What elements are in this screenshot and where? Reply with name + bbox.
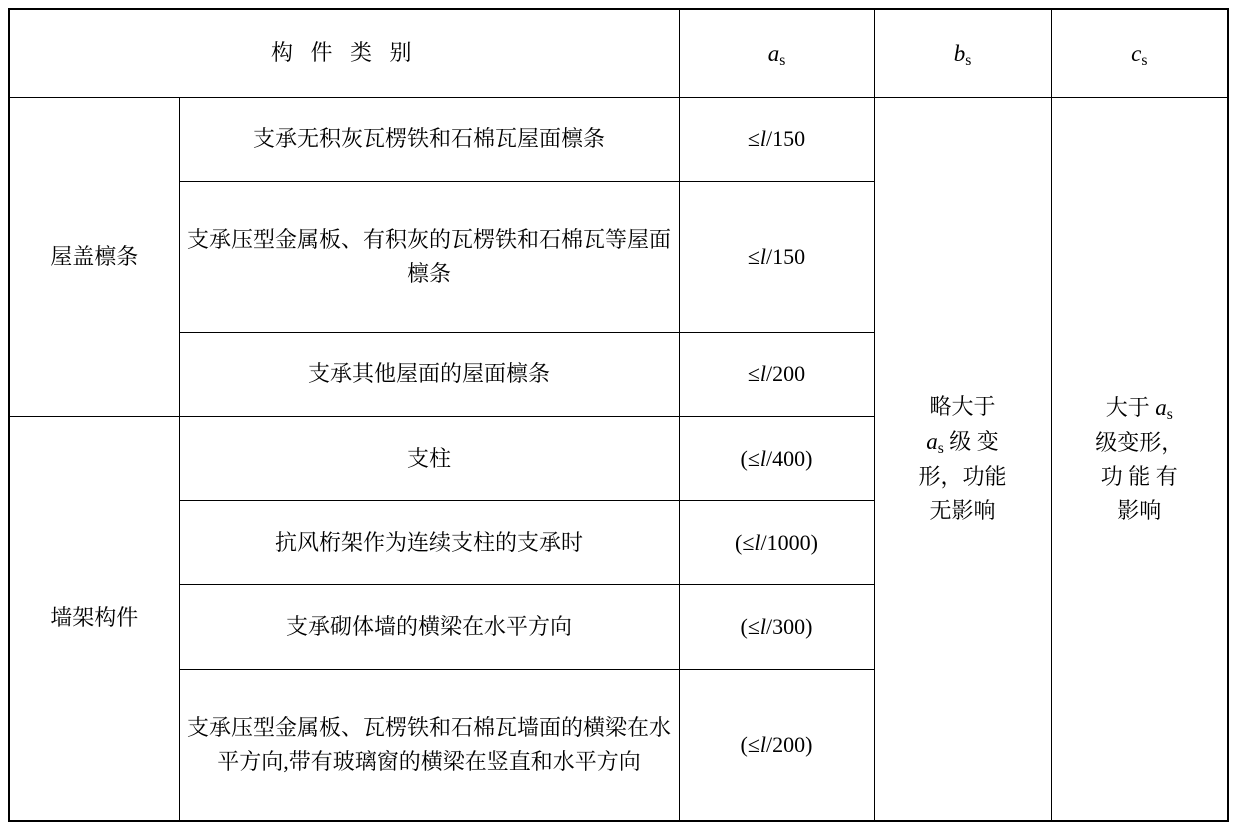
row-value-as: ≤l/150 (679, 181, 874, 332)
row-value-as: ≤l/150 (679, 97, 874, 181)
header-bs: $b_s$ (874, 9, 1051, 97)
row-description: 抗风桁架作为连续支柱的支承时 (179, 501, 679, 585)
table-header-row (9, 9, 1228, 97)
deflection-limits-table (8, 8, 1229, 822)
row-description: 支承压型金属板、有积灰的瓦楞铁和石棉瓦等屋面檩条 (179, 181, 679, 332)
row-description: 支承无积灰瓦楞铁和石棉瓦屋面檩条 (179, 97, 679, 181)
row-value-as: (≤l/300) (679, 585, 874, 669)
row-description: 支承砌体墙的横梁在水平方向 (179, 585, 679, 669)
row-value-as: (≤l/200) (679, 669, 874, 821)
bs-note-cell: 略大于 $a_s$ 级 变 形，功能 无影响 (874, 97, 1051, 821)
header-as: $a_s$ (679, 9, 874, 97)
header-category: 构 件 类 别 (9, 9, 679, 97)
header-cs: $c_s$ (1051, 9, 1228, 97)
table-row (9, 97, 1228, 181)
group-label-wall-frame: 墙架构件 (9, 417, 179, 822)
group-label-roof-purlin: 屋盖檩条 (9, 97, 179, 416)
cs-note-cell: 大于 $a_s$ 级变形， 功 能 有 影响 (1051, 97, 1228, 821)
row-description: 支承其他屋面的屋面檩条 (179, 332, 679, 416)
row-description: 支柱 (179, 417, 679, 501)
row-value-as: ≤l/200 (679, 332, 874, 416)
row-description: 支承压型金属板、瓦楞铁和石棉瓦墙面的横梁在水平方向,带有玻璃窗的横梁在竖直和水平方向 (179, 669, 679, 821)
row-value-as: (≤l/400) (679, 417, 874, 501)
row-value-as: (≤l/1000) (679, 501, 874, 585)
